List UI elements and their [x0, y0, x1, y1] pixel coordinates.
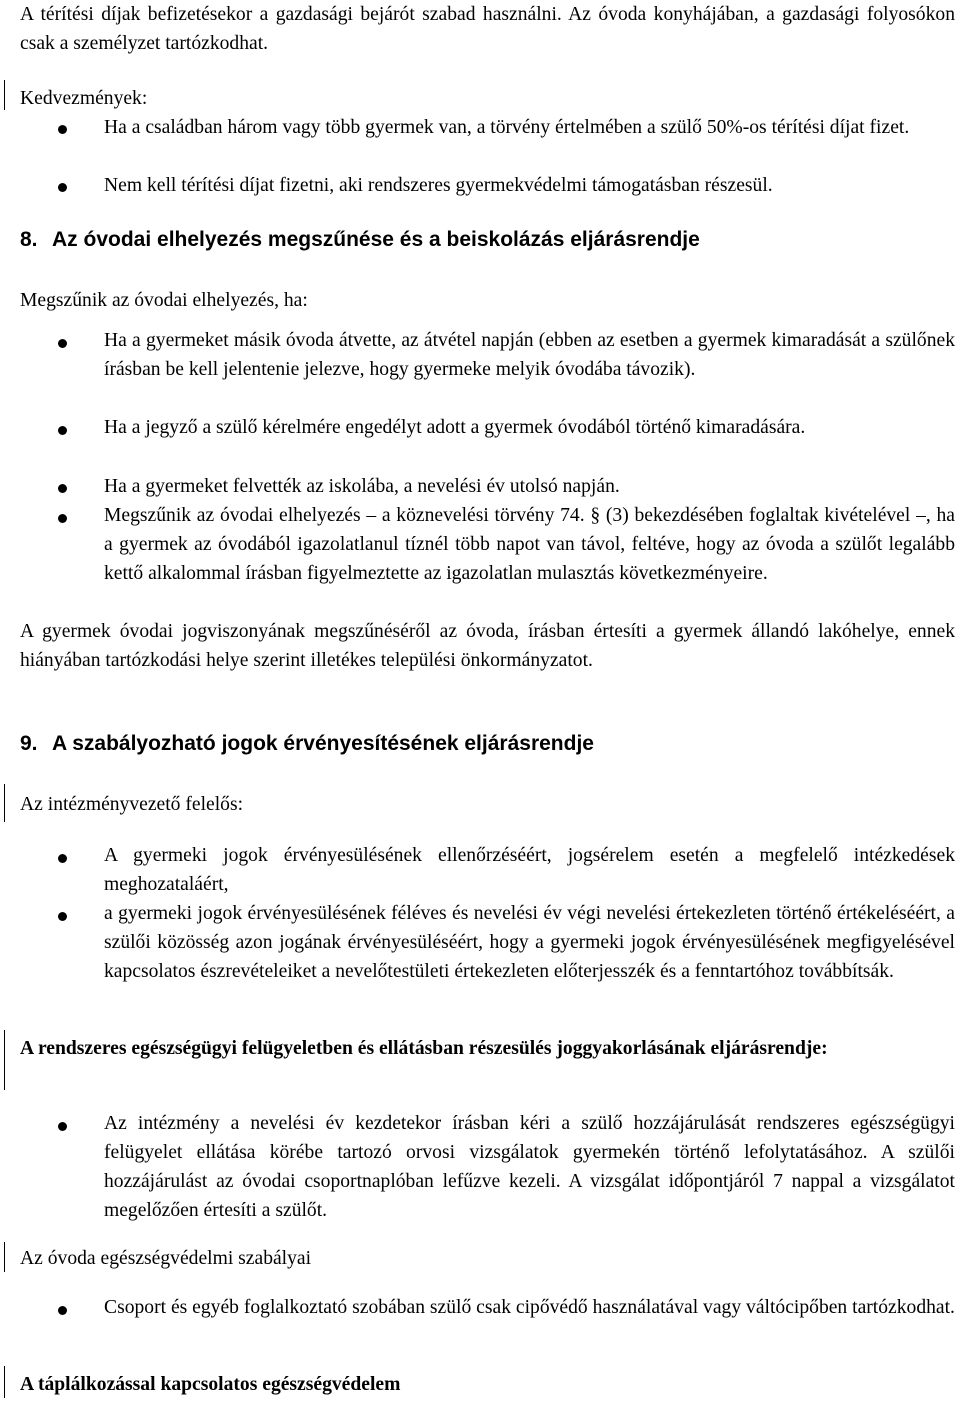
list-item: Nem kell térítési díjat fizetni, aki rendszeres gyermekvédelmi támogatásban részesül.: [104, 175, 773, 196]
list-item: A gyermeki jogok érvényesülésének ellenőrzéséért, jogsérelem esetén a megfelelő intézkedések meghozataláért,: [104, 845, 955, 895]
bullet-icon: [58, 339, 67, 348]
change-bar: [4, 80, 5, 110]
section-number: 8.: [20, 228, 38, 251]
list-item: Az intézmény a nevelési év kezdetekor írásban kéri a szülő hozzájárulását rendszeres egészségügyi felügyelet ellátása körébe tartozó orvosi vizsgálatok gyermekén történő lefolytatásához. A szülői hozzájárulást az óvodai csoportnaplóban lefűzve kezeli. A vizsgálat időpontjáról 7 nappal a vizsgálatot megelőzően értesíti a szülőt.: [104, 1113, 955, 1221]
bullet-icon: [58, 125, 67, 134]
change-bar: [4, 784, 5, 822]
bullet-icon: [58, 912, 67, 921]
bullet-icon: [58, 484, 67, 493]
change-bar: [4, 1366, 5, 1398]
bullet-icon: [58, 1122, 67, 1131]
section-intro: Megszűnik az óvodai elhelyezés, ha:: [20, 290, 308, 311]
health-heading: A rendszeres egészségügyi felügyeletben és ellátásban részesülés joggyakorlásának eljárásrendje:: [20, 1038, 828, 1059]
bullet-icon: [58, 1306, 67, 1315]
bullet-icon: [58, 426, 67, 435]
section-number: 9.: [20, 732, 38, 755]
health-rules-heading: Az óvoda egészségvédelmi szabályai: [20, 1248, 312, 1269]
bullet-icon: [58, 514, 67, 523]
intro-paragraph: A térítési díjak befizetésekor a gazdasági bejárót szabad használni. Az óvoda konyhájában, a gazdasági folyosókon csak a személyzet tartózkodhat.: [20, 4, 955, 54]
list-item: Ha a gyermeket felvették az iskolába, a nevelési év utolsó napján.: [104, 476, 620, 497]
closing-paragraph: A gyermek óvodai jogviszonyának megszűnéséről az óvoda, írásban értesíti a gyermek állandó lakóhelye, ennek hiányában tartózkodási helye szerint illetékes települési önkormányzatot.: [20, 621, 955, 671]
change-bar: [4, 1242, 5, 1272]
list-item: a gyermeki jogok érvényesülésének féléves és nevelési év végi nevelési értekezleten történő értékeléséért, a szülői közösség azon jogának érvényesüléséért, hogy a gyermeki jogok érvényesülésének megfigyelésével kapcsolatos észrevételeiket a nevelőtestületi értekezleten előterjesszék és a fenntartóhoz továbbítsák.: [104, 903, 955, 982]
list-item: Ha a családban három vagy több gyermek van, a törvény értelmében a szülő 50%-os térítési díjat fizet.: [104, 117, 910, 138]
discounts-heading: Kedvezmények:: [20, 88, 148, 109]
section-title: A szabályozható jogok érvényesítésének eljárásrendje: [52, 732, 594, 755]
nutrition-heading: A táplálkozással kapcsolatos egészségvédelem: [20, 1374, 401, 1395]
list-item: Ha a jegyző a szülő kérelmére engedélyt adott a gyermek óvodából történő kimaradására.: [104, 417, 806, 438]
list-item: Csoport és egyéb foglalkoztató szobában szülő csak cipővédő használatával vagy váltócipőben tartózkodhat.: [104, 1297, 955, 1318]
bullet-icon: [58, 183, 67, 192]
list-item: Megszűnik az óvodai elhelyezés – a köznevelési törvény 74. § (3) bekezdésében foglaltak kivételével –, ha a gyermek az óvodából igazolatlanul tíznél több napot van távol, feltéve, hogy az óvoda a szülőt legalább kettő alkalommal írásban figyelmeztette az igazolatlan mulasztás következményeire.: [104, 505, 955, 584]
list-item: Ha a gyermeket másik óvoda átvette, az átvétel napján (ebben az esetben a gyermek kimaradását a szülőnek írásban be kell jelentenie jelezve, hogy gyermeke melyik óvodába távozik).: [104, 330, 955, 380]
responsible-heading: Az intézményvezető felelős:: [20, 794, 244, 815]
section-title: Az óvodai elhelyezés megszűnése és a beiskolázás eljárásrendje: [52, 228, 700, 251]
bullet-icon: [58, 854, 67, 863]
change-bar: [4, 1030, 5, 1090]
